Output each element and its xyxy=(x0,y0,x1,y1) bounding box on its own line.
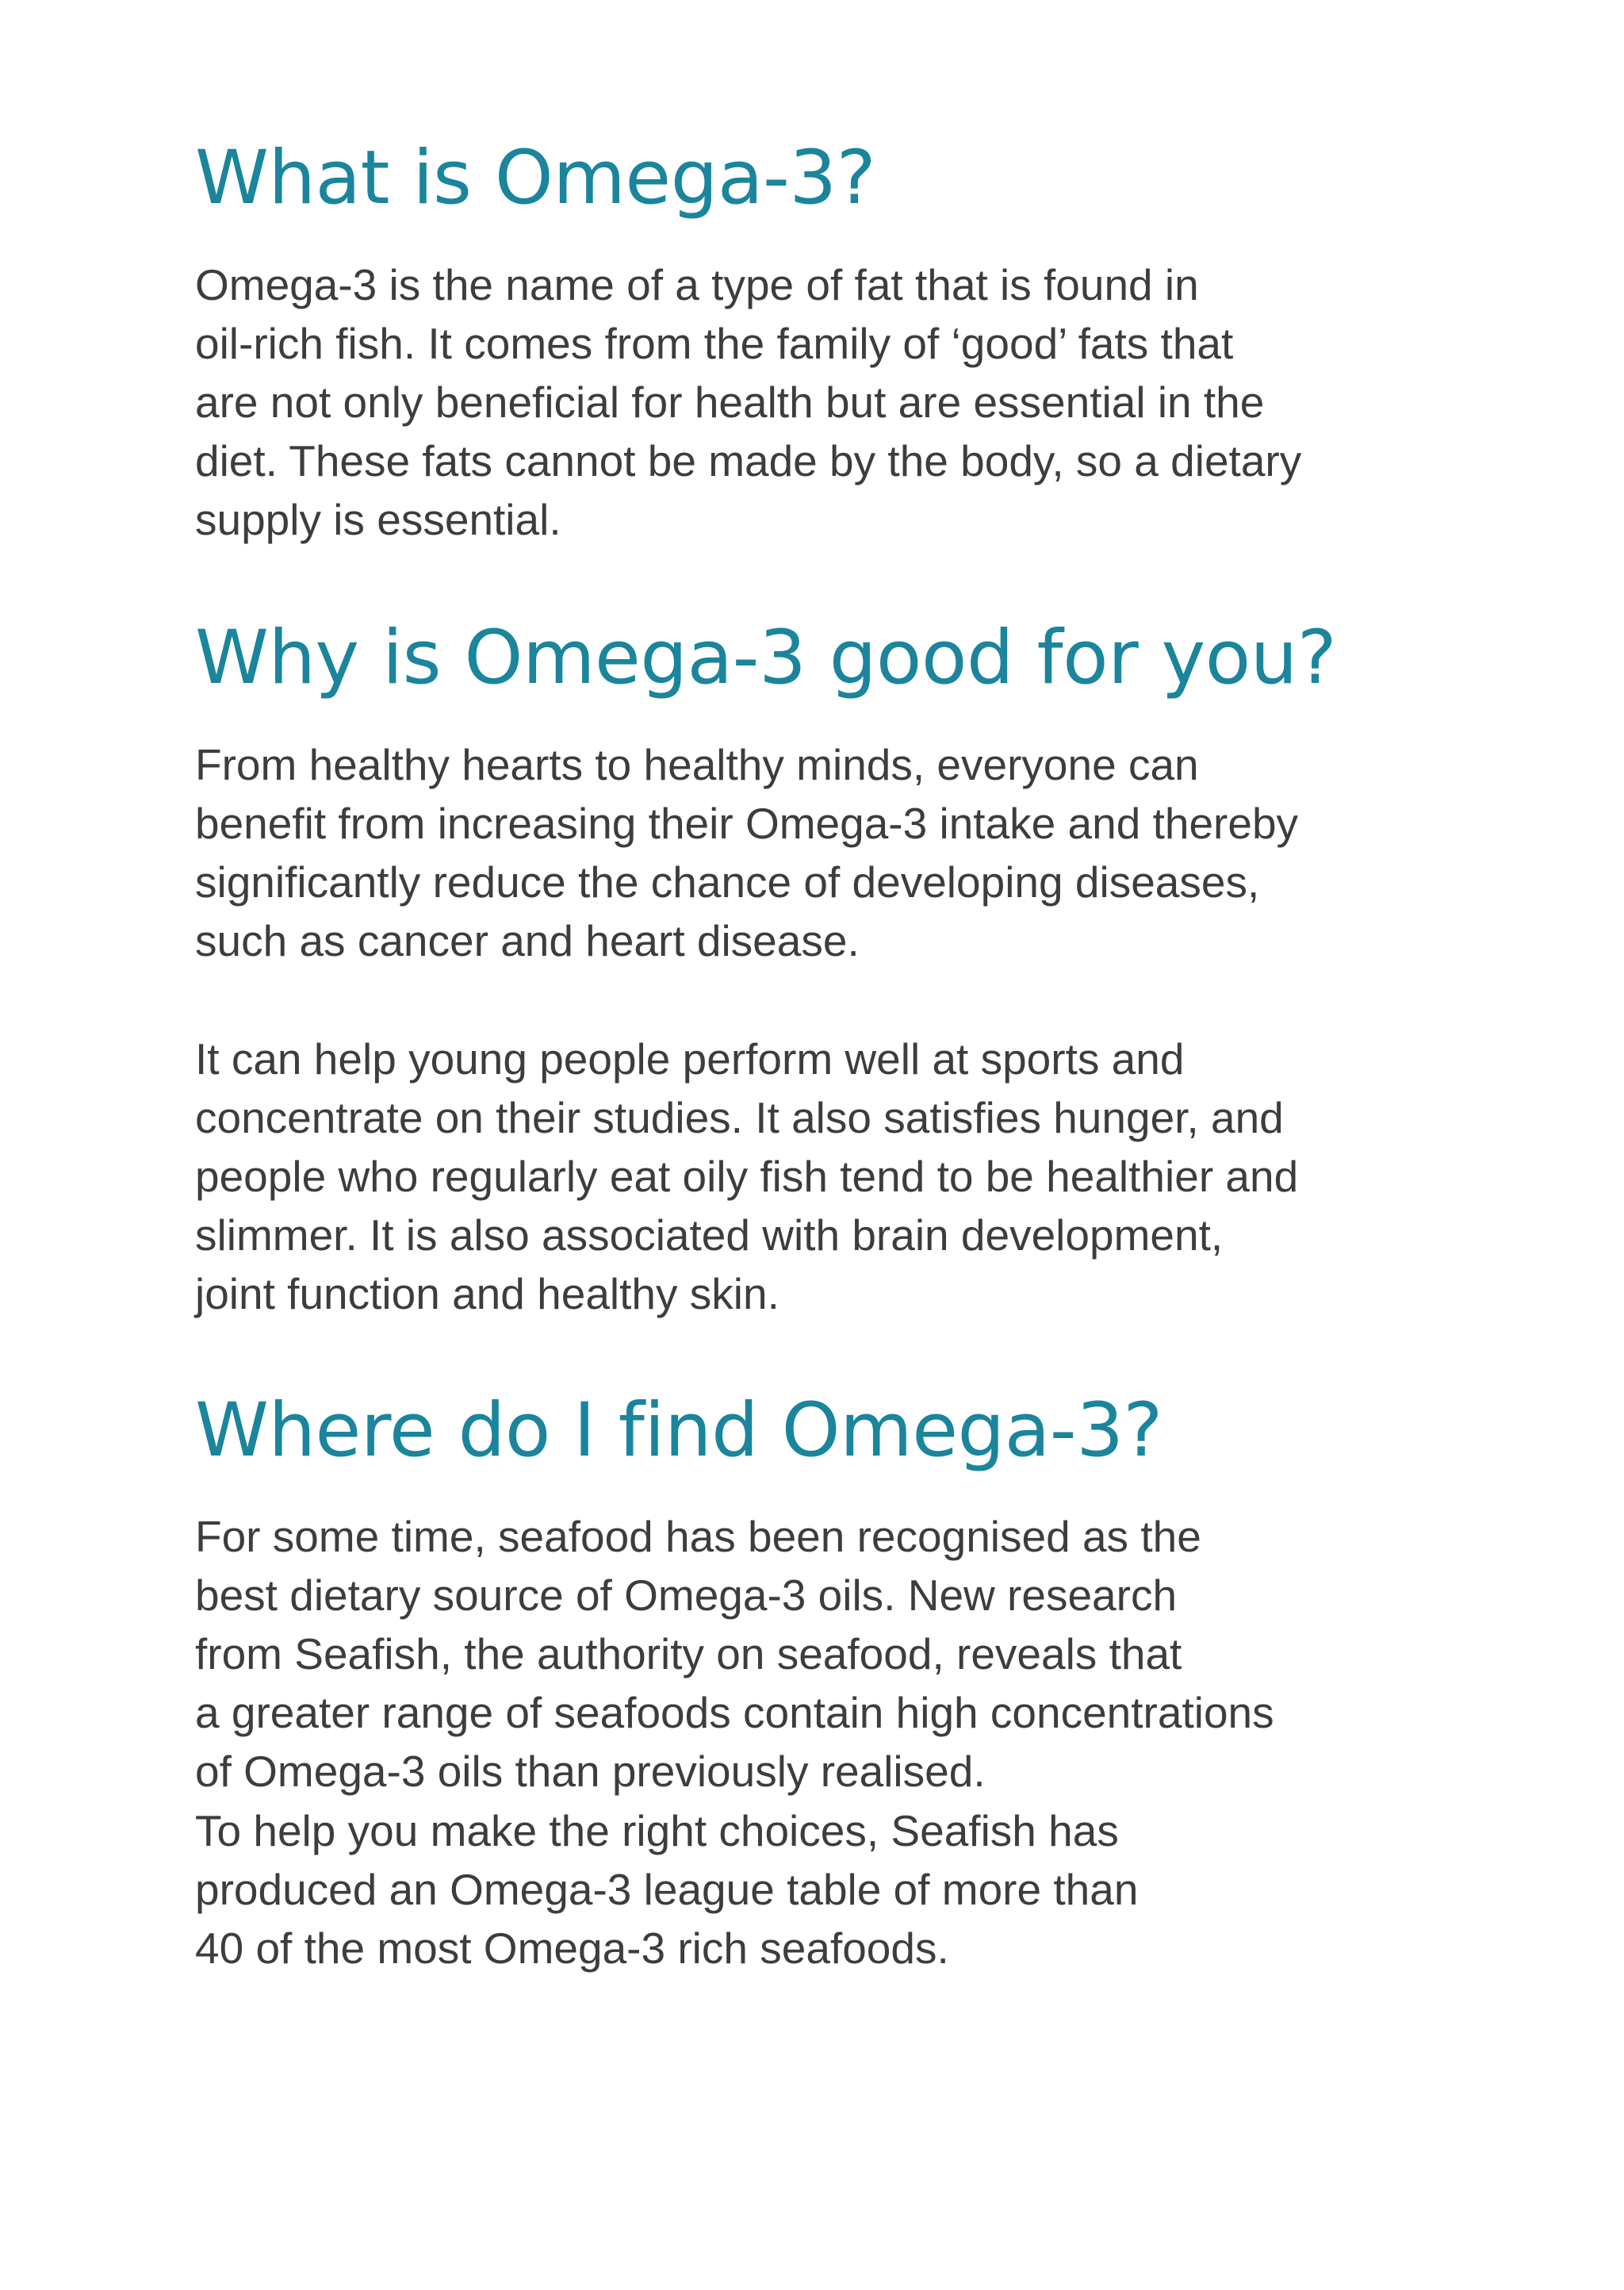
section-title-why-good: Why is Omega-3 good for you? xyxy=(195,615,1337,701)
paragraph-seafood-source: For some time, seafood has been recognised as the best dietary source of Omega-3 oils. New research from Seafish, the authority on seafood, reveals that a greater range of seafoods contain high concentrations of Omega-3 oils than previously realised. xyxy=(195,1512,1274,1796)
paragraph-league-table: To help you make the right choices, Seafish has produced an Omega-3 league table of more than 40 of the most Omega-3 rich seafoods. xyxy=(195,1806,1139,1973)
section-title-what-is-omega-3: What is Omega-3? xyxy=(195,135,876,221)
paragraph-health-benefits: From healthy hearts to healthy minds, everyone can benefit from increasing their Omega-3 intake and thereby significantly reduce the chance of developing diseases, such as cancer and heart disease. xyxy=(195,740,1299,965)
section-title-where-to-find: Where do I find Omega-3? xyxy=(195,1387,1162,1474)
paragraph-young-people: It can help young people perform well at sports and concentrate on their studies. It also satisfies hunger, and people who regularly eat oily fish tend to be healthier and slimmer. It is also associated with brain development, joint function and healthy skin. xyxy=(195,1034,1299,1318)
paragraph-what-is-omega-3: Omega-3 is the name of a type of fat that is found in oil-rich fish. It comes from the family of ‘good’ fats that are not only beneficial for health but are essential in the diet. These fats cannot be made by the body, so a dietary supply is essential. xyxy=(195,260,1302,544)
